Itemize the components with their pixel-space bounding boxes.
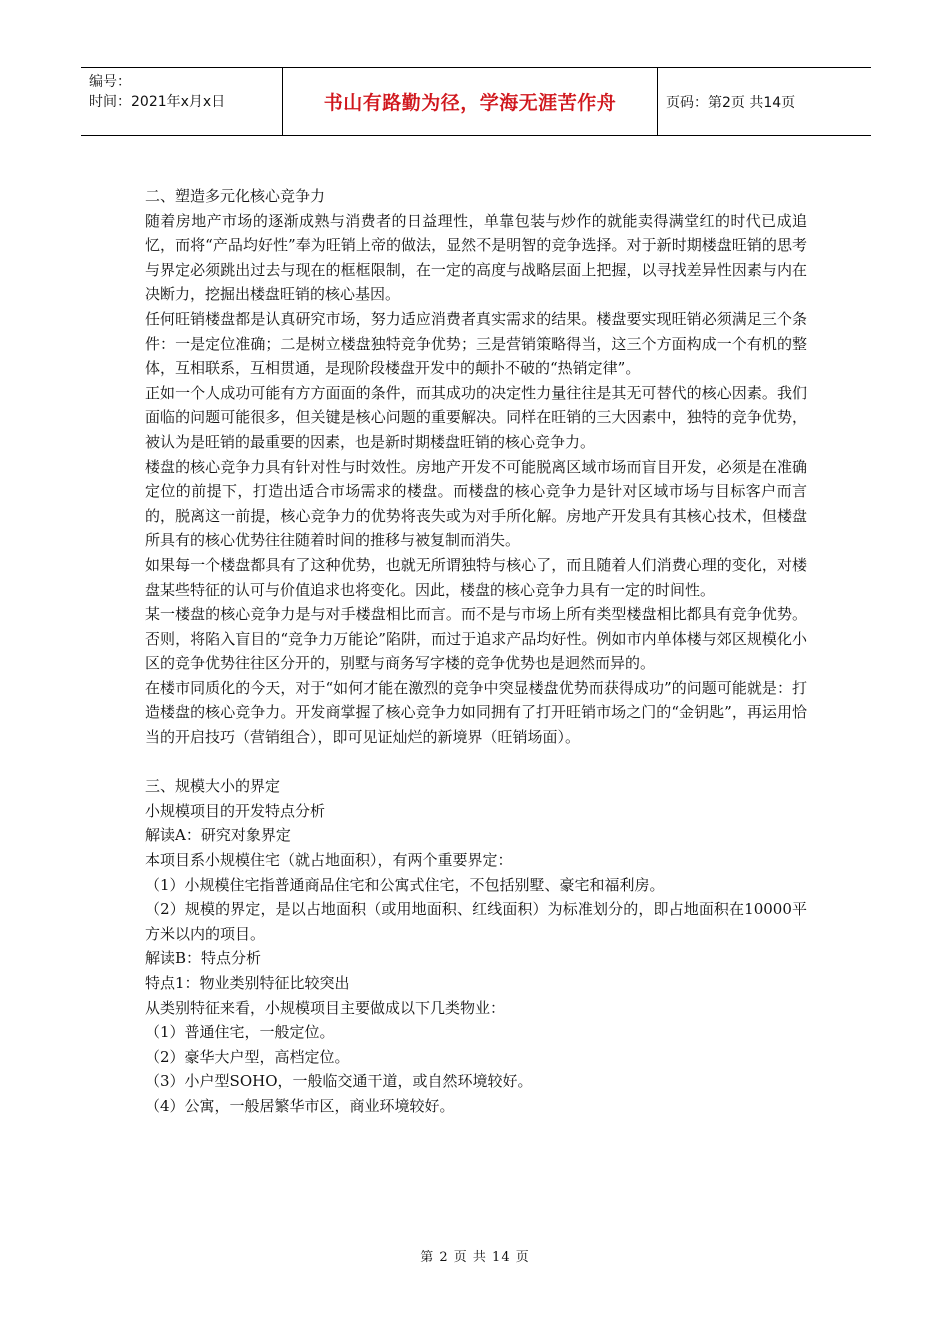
body-paragraph: 随着房地产市场的逐渐成熟与消费者的日益理性，单靠包装与炒作的就能卖得满堂红的时代已成追忆，而将“产品均好性”奉为旺销上帝的做法，显然不是明智的竞争选择。对于新时期楼盘旺销的思考与界定必须跳出过去与现在的框框限制，在一定的高度与战略层面上把握，以寻找差异性因素与内在决断力，挖掘出楼盘旺销的核心基因。: [145, 211, 807, 304]
body-line: （1）普通住宅，一般定位。: [145, 1023, 335, 1042]
section-heading: 三、规模大小的界定: [145, 777, 281, 796]
body-paragraph: 某一楼盘的核心竞争力是与对手楼盘相比而言。而不是与市场上所有类型楼盘相比都具有竞争优势。否则，将陷入盲目的“竞争力万能论”陷阱，而过于追求产品均好性。例如市内单体楼与郊区规模化小区的竞争优势往往区分开的，别墅与商务写字楼的竞争优势也是迥然而异的。: [145, 605, 807, 673]
body-paragraph: 如果每一个楼盘都具有了这种优势，也就无所谓独特与核心了，而且随着人们消费心理的变化，对楼盘某些特征的认可与价值追求也将变化。因此，楼盘的核心竞争力具有一定的时间性。: [145, 555, 807, 599]
body-line: （4）公寓，一般居繁华市区，商业环境较好。: [145, 1096, 455, 1115]
body-line: （1）小规模住宅指普通商品住宅和公寓式住宅，不包括别墅、豪宅和福利房。: [145, 875, 665, 894]
body-paragraph: 任何旺销楼盘都是认真研究市场，努力适应消费者真实需求的结果。楼盘要实现旺销必须满足三个条件：一是定位准确；二是树立楼盘独特竞争优势；三是营销策略得当，这三个方面构成一个有机的整体，互相联系，互相贯通，是现阶段楼盘开发中的颠扑不破的“热销定律”。: [145, 309, 807, 378]
body-line: （3）小户型SOHO，一般临交通干道，或自然环境较好。: [145, 1072, 533, 1091]
body-line: 本项目系小规模住宅（就占地面积），有两个重要界定：: [145, 851, 513, 870]
section-heading: 二、塑造多元化核心竞争力: [145, 187, 326, 205]
blank-line: [145, 750, 807, 775]
header-motto: 书山有路勤为径，学海无涯苦作舟: [283, 68, 658, 135]
header-page-label: 页码：第2页 共14页: [666, 94, 796, 111]
body-paragraph: 在楼市同质化的今天，对于“如何才能在激烈的竞争中突显楼盘优势而获得成功”的问题可能就是：打造楼盘的核心竞争力。开发商掌握了核心竞争力如同拥有了打开旺销市场之门的“金钥匙”，再运用恰当的开启技巧（营销组合），即可见证灿烂的新境界（旺销场面）。: [145, 678, 807, 747]
body-line: （2）规模的界定，是以占地面积（或用地面积、红线面积）为标准划分的，即占地面积在10000平方米以内的项目。: [145, 900, 807, 943]
date-label: 时间：2021年x月x日: [89, 94, 226, 110]
body-line: 特点1：物业类别特征比较突出: [145, 974, 350, 992]
body-line: （2）豪华大户型，高档定位。: [145, 1047, 350, 1066]
body-line: 解读B：特点分析: [145, 949, 262, 968]
document-body: [145, 184, 807, 1119]
page-footer: 第 2 页 共 14 页: [420, 1250, 530, 1265]
body-line: 小规模项目的开发特点分析: [145, 801, 326, 820]
number-label: 编号：: [89, 74, 131, 90]
body-paragraph: 正如一个人成功可能有方方面面的条件，而其成功的决定性力量往往是其无可替代的核心因素。我们面临的问题可能很多，但关键是核心问题的重要解决。同样在旺销的三大因素中，独特的竞争优势，被认为是旺销的最重要的因素，也是新时期楼盘旺销的核心竞争力。: [145, 383, 807, 451]
body-line: 从类别特征来看，小规模项目主要做成以下几类物业：: [145, 998, 506, 1017]
header-meta: [81, 68, 283, 135]
body-line: 解读A：研究对象界定: [145, 826, 291, 845]
document-header: [81, 67, 871, 136]
body-paragraph: 楼盘的核心竞争力具有针对性与时效性。房地产开发不可能脱离区域市场而盲目开发，必须是在准确定位的前提下，打造出适合市场需求的楼盘。而楼盘的核心竞争力是针对区域市场与目标客户而言的，脱离这一前提，核心竞争力的优势将丧失或为对手所化解。房地产开发具有其核心技术，但楼盘所具有的核心优势往往随着时间的推移与被复制而消失。: [145, 457, 807, 550]
